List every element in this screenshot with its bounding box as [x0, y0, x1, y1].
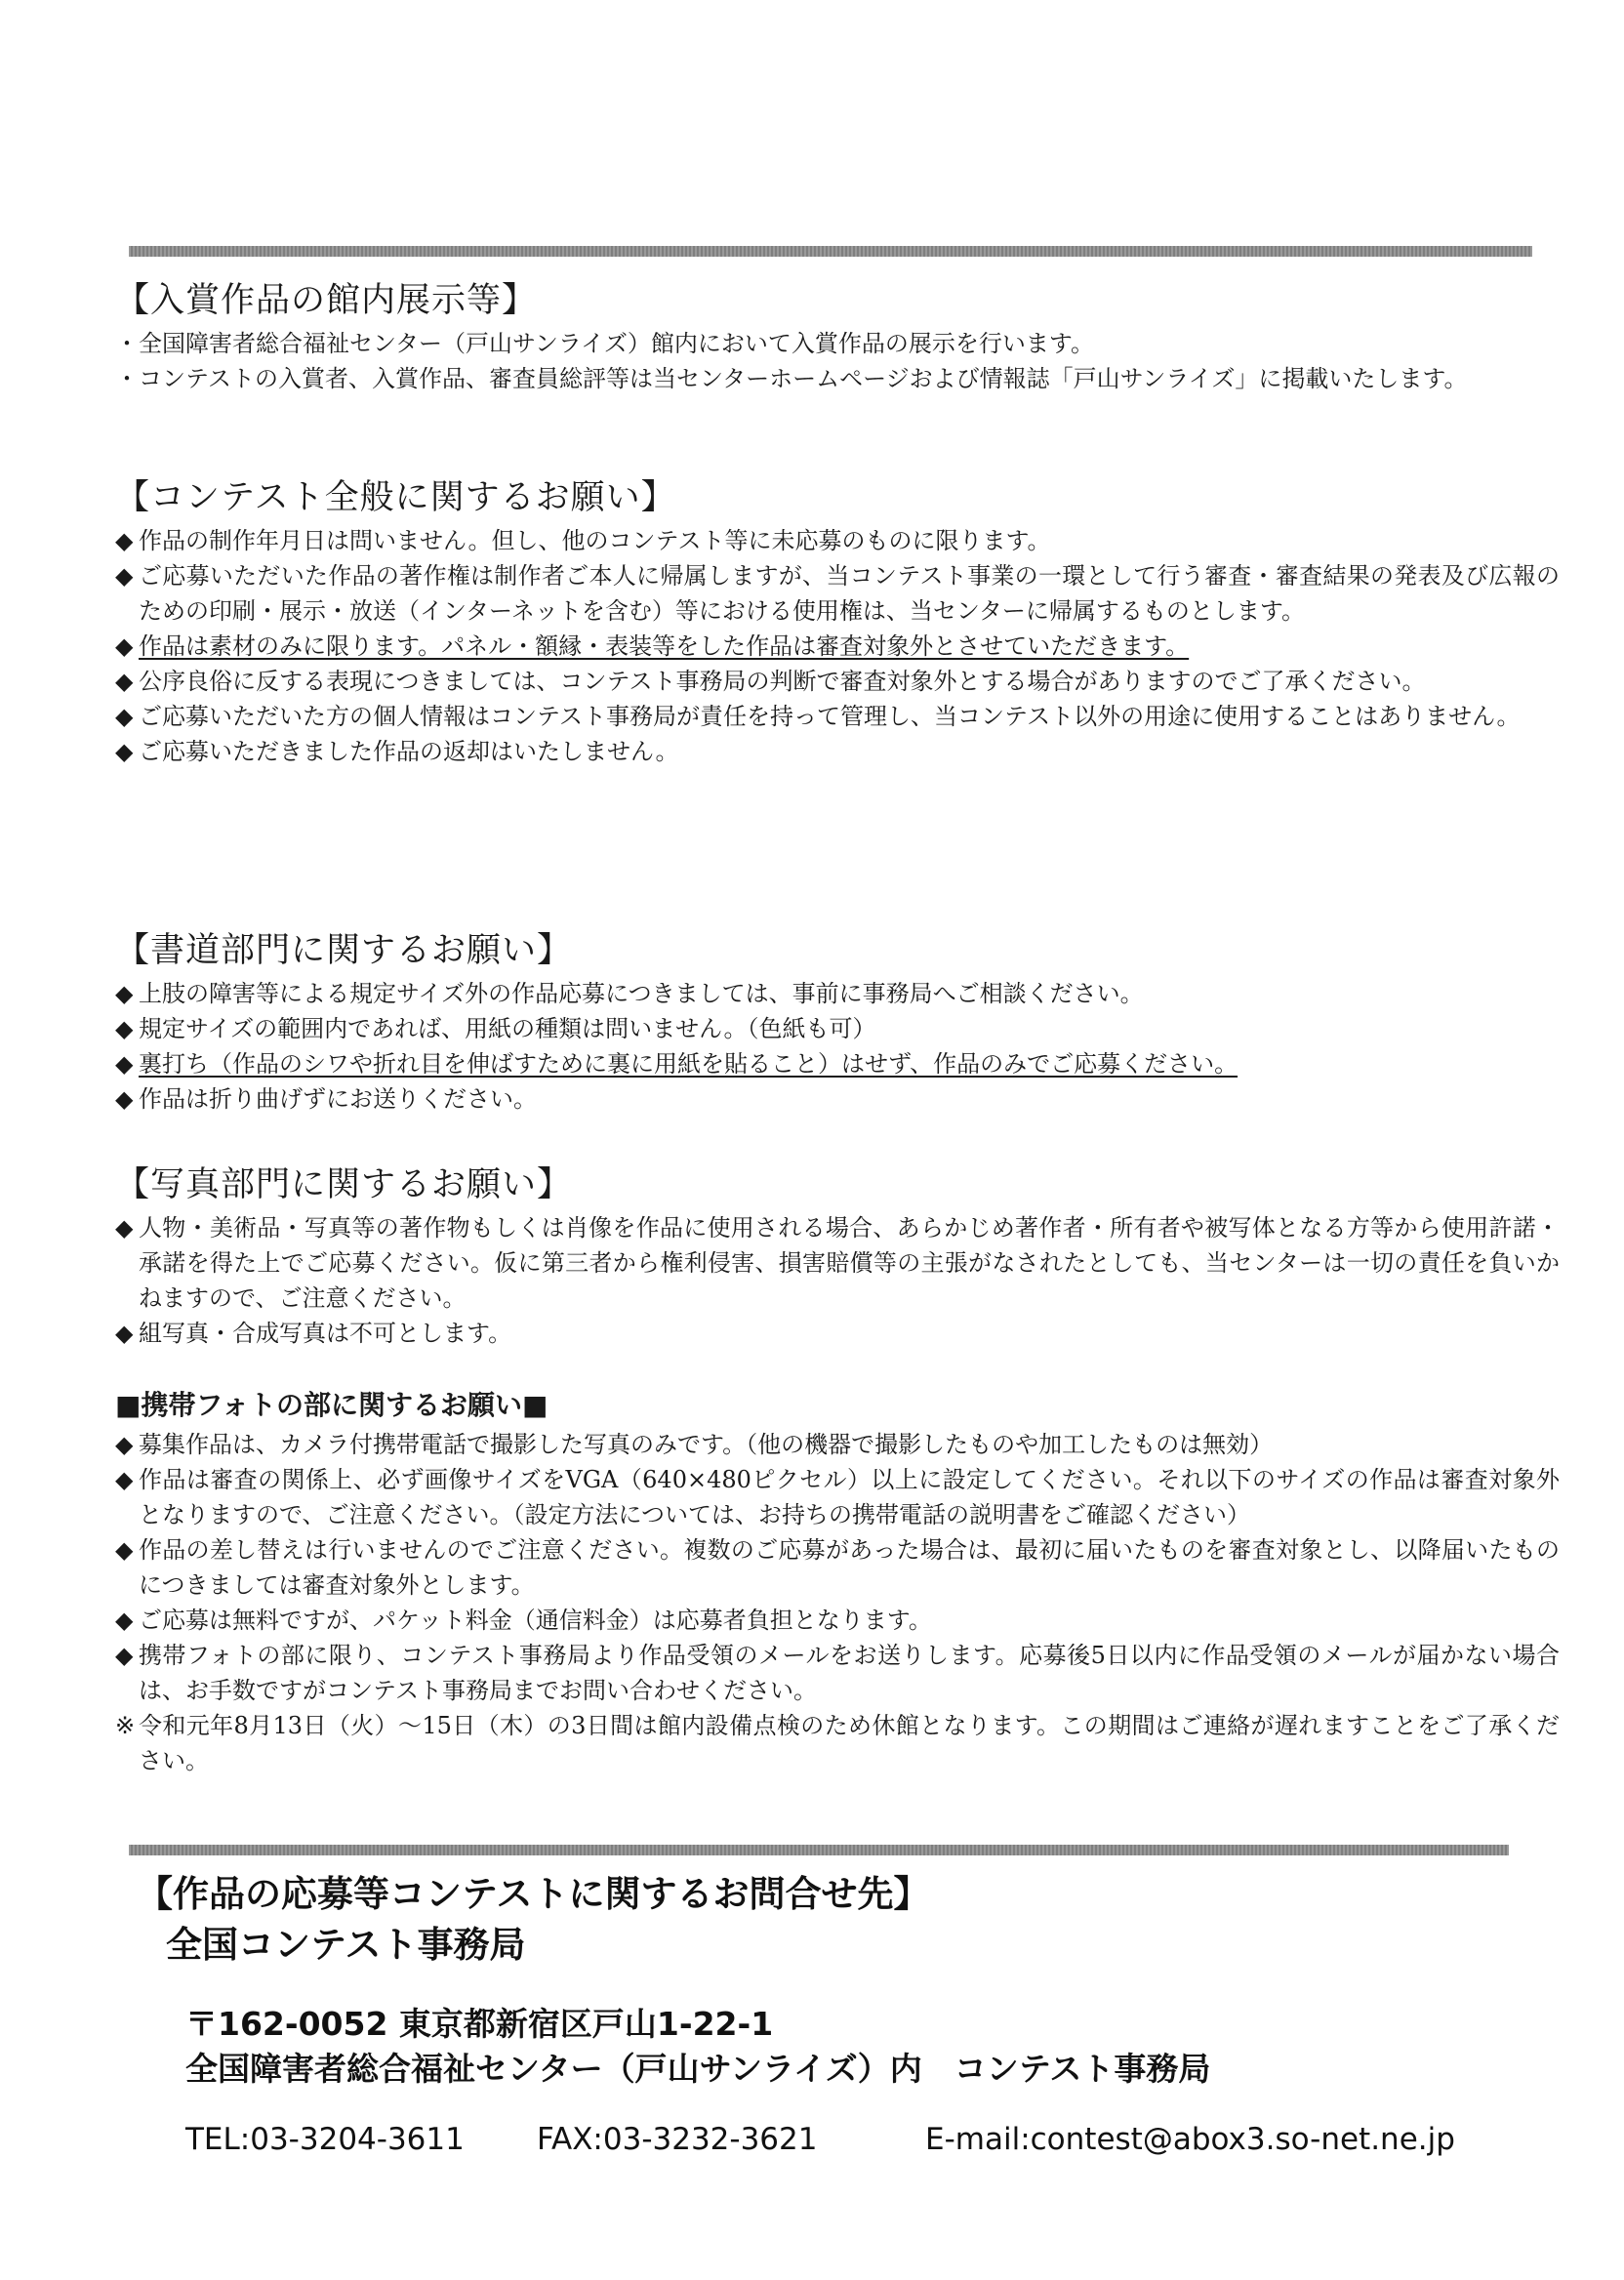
item-text: コンテストの入賞者、入賞作品、審査員総評等は当センターホームページおよび情報誌「戸山サンライズ」に掲載いたします。 — [139, 365, 1468, 392]
contact-email: E-mail:contest@abox3.so-net.ne.jp — [925, 2122, 1455, 2157]
item-text: 規定サイズの範囲内であれば、用紙の種類は問いません。（色紙も可） — [139, 1015, 876, 1042]
top-divider — [129, 246, 1532, 257]
list-item — [115, 1210, 1560, 1316]
item-list — [115, 523, 1560, 769]
bullet-mark: ◆ — [115, 980, 134, 1007]
bullet-mark: ◆ — [115, 1536, 134, 1564]
item-text: 募集作品は、カメラ付携帯電話で撮影した写真のみです。（他の機器で撮影したものや加工したものは無効） — [139, 1431, 1274, 1458]
section-exhibition — [115, 279, 1560, 396]
bullet-mark: ◆ — [115, 668, 134, 695]
bullet-mark: ◆ — [115, 1466, 134, 1493]
section-heading: 【書道部門に関するお願い】 — [115, 931, 573, 970]
section-photography — [115, 1163, 1560, 1351]
list-item — [115, 361, 1560, 396]
list-item — [115, 523, 1560, 558]
section-general-requests — [115, 476, 1560, 769]
list-item — [115, 558, 1560, 629]
list-item — [115, 976, 1560, 1011]
item-list — [115, 326, 1560, 396]
bullet-mark: ◆ — [115, 703, 134, 730]
bullet-mark: ◆ — [115, 1607, 134, 1634]
item-text: 全国障害者総合福祉センター（戸山サンライズ）館内において入賞作品の展示を行います。 — [139, 330, 1094, 357]
bullet-mark: ◆ — [115, 562, 134, 590]
list-item — [115, 664, 1560, 699]
section-heading: 【コンテスト全般に関するお願い】 — [115, 478, 676, 517]
item-text: 公序良俗に反する表現につきましては、コンテスト事務局の判断で審査対象外とする場合がありますのでご了承ください。 — [139, 668, 1426, 695]
item-text: 作品は審査の関係上、必ず画像サイズをVGA（640×480ピクセル）以上に設定してください。それ以下のサイズの作品は審査対象外となりますので、ご注意ください。（設定方法については、お持ちの携帯電話の説明書をご確認ください） — [139, 1466, 1560, 1528]
note-mark: ※ — [115, 1712, 136, 1739]
item-text: 上肢の障害等による規定サイズ外の作品応募につきましては、事前に事務局へご相談ください。 — [139, 980, 1144, 1007]
bullet-mark: ◆ — [115, 1085, 134, 1113]
list-item — [115, 1638, 1560, 1708]
item-list — [115, 1210, 1560, 1351]
item-text: 令和元年8月13日（火）～15日（木）の3日間は館内設備点検のため休館となります。この期間はご連絡が遅れますことをご了承ください。 — [139, 1712, 1560, 1774]
list-item — [115, 326, 1560, 361]
item-text-underlined: 裏打ち（作品のシワや折れ目を伸ばすために裏に用紙を貼ること）はせず、作品のみでご応募ください。 — [139, 1050, 1238, 1078]
section-mobile-photo — [115, 1388, 1560, 1778]
bullet-mark: ◆ — [115, 738, 134, 765]
list-item — [115, 1011, 1560, 1046]
list-item — [115, 1316, 1560, 1351]
list-item — [115, 1708, 1560, 1778]
list-item — [115, 1427, 1560, 1462]
bullet-mark: ◆ — [115, 632, 134, 660]
list-item — [115, 734, 1560, 769]
item-text: 携帯フォトの部に限り、コンテスト事務局より作品受領のメールをお送りします。応募後5日以内に作品受領のメールが届かない場合は、お手数ですがコンテスト事務局までお問い合わせください。 — [139, 1642, 1560, 1704]
bottom-divider — [129, 1845, 1509, 1855]
list-item — [115, 1603, 1560, 1638]
bullet-mark: ◆ — [115, 1320, 134, 1347]
list-item — [115, 1532, 1560, 1603]
item-text: 人物・美術品・写真等の著作物もしくは肖像を作品に使用される場合、あらかじめ著作者・所有者や被写体となる方等から使用許諾・承諾を得た上でご応募ください。仮に第三者から権利侵害、損害賠償等の主張がなされたとしても、当センターは一切の責任を負いかねますので、ご注意ください。 — [139, 1214, 1560, 1312]
contact-tel: TEL:03-3204-3611 — [185, 2122, 465, 2157]
item-text: ご応募いただいた作品の著作権は制作者ご本人に帰属しますが、当コンテスト事業の一環として行う審査・審査結果の発表及び広報のための印刷・展示・放送（インターネットを含む）等における使用権は、当センターに帰属するものとします。 — [139, 562, 1560, 625]
bullet-mark: ◆ — [115, 1050, 134, 1078]
list-item — [115, 1081, 1560, 1117]
bullet-mark: ◆ — [115, 527, 134, 554]
item-text: 組写真・合成写真は不可とします。 — [139, 1320, 512, 1347]
contact-fax: FAX:03-3232-3621 — [537, 2122, 818, 2157]
bullet-mark: ・ — [115, 365, 139, 392]
list-item — [115, 699, 1560, 734]
contact-heading: 【作品の応募等コンテストに関するお問合せ先】 — [137, 1873, 930, 1915]
item-list — [115, 976, 1560, 1117]
section-heading: 【写真部門に関するお願い】 — [115, 1165, 573, 1204]
bullet-mark: ◆ — [115, 1642, 134, 1669]
list-item — [115, 1462, 1560, 1532]
item-text: 作品は折り曲げずにお送りください。 — [139, 1085, 537, 1113]
item-text: 作品の差し替えは行いませんのでご注意ください。複数のご応募があった場合は、最初に届いたものを審査対象とし、以降届いたものにつきましては審査対象外とします。 — [139, 1536, 1560, 1599]
list-item — [115, 629, 1560, 664]
bullet-mark: ◆ — [115, 1015, 134, 1042]
item-list — [115, 1427, 1560, 1778]
list-item — [115, 1046, 1560, 1081]
bullet-mark: ・ — [115, 330, 139, 357]
section-heading: 【入賞作品の館内展示等】 — [115, 281, 538, 320]
section-heading: ■携帯フォトの部に関するお願い■ — [115, 1389, 548, 1421]
item-text: ご応募いただきました作品の返却はいたしません。 — [139, 738, 679, 765]
bullet-mark: ◆ — [115, 1431, 134, 1458]
bullet-mark: ◆ — [115, 1214, 134, 1242]
item-text: ご応募は無料ですが、パケット料金（通信料金）は応募者負担となります。 — [139, 1607, 932, 1634]
item-text-underlined: 作品は素材のみに限ります。パネル・額縁・表装等をした作品は審査対象外とさせていただきます。 — [139, 632, 1190, 660]
contact-address: 〒162-0052 東京都新宿区戸山1-22-1 — [185, 2005, 774, 2043]
section-calligraphy — [115, 929, 1560, 1117]
item-text: ご応募いただいた方の個人情報はコンテスト事務局が責任を持って管理し、当コンテスト以外の用途に使用することはありません。 — [139, 703, 1521, 730]
contact-center-name: 全国障害者総合福祉センター（戸山サンライズ）内 コンテスト事務局 — [185, 2050, 1211, 2088]
item-text: 作品の制作年月日は問いません。但し、他のコンテスト等に未応募のものに限ります。 — [139, 527, 1051, 554]
contact-office-name: 全国コンテスト事務局 — [166, 1924, 526, 1966]
